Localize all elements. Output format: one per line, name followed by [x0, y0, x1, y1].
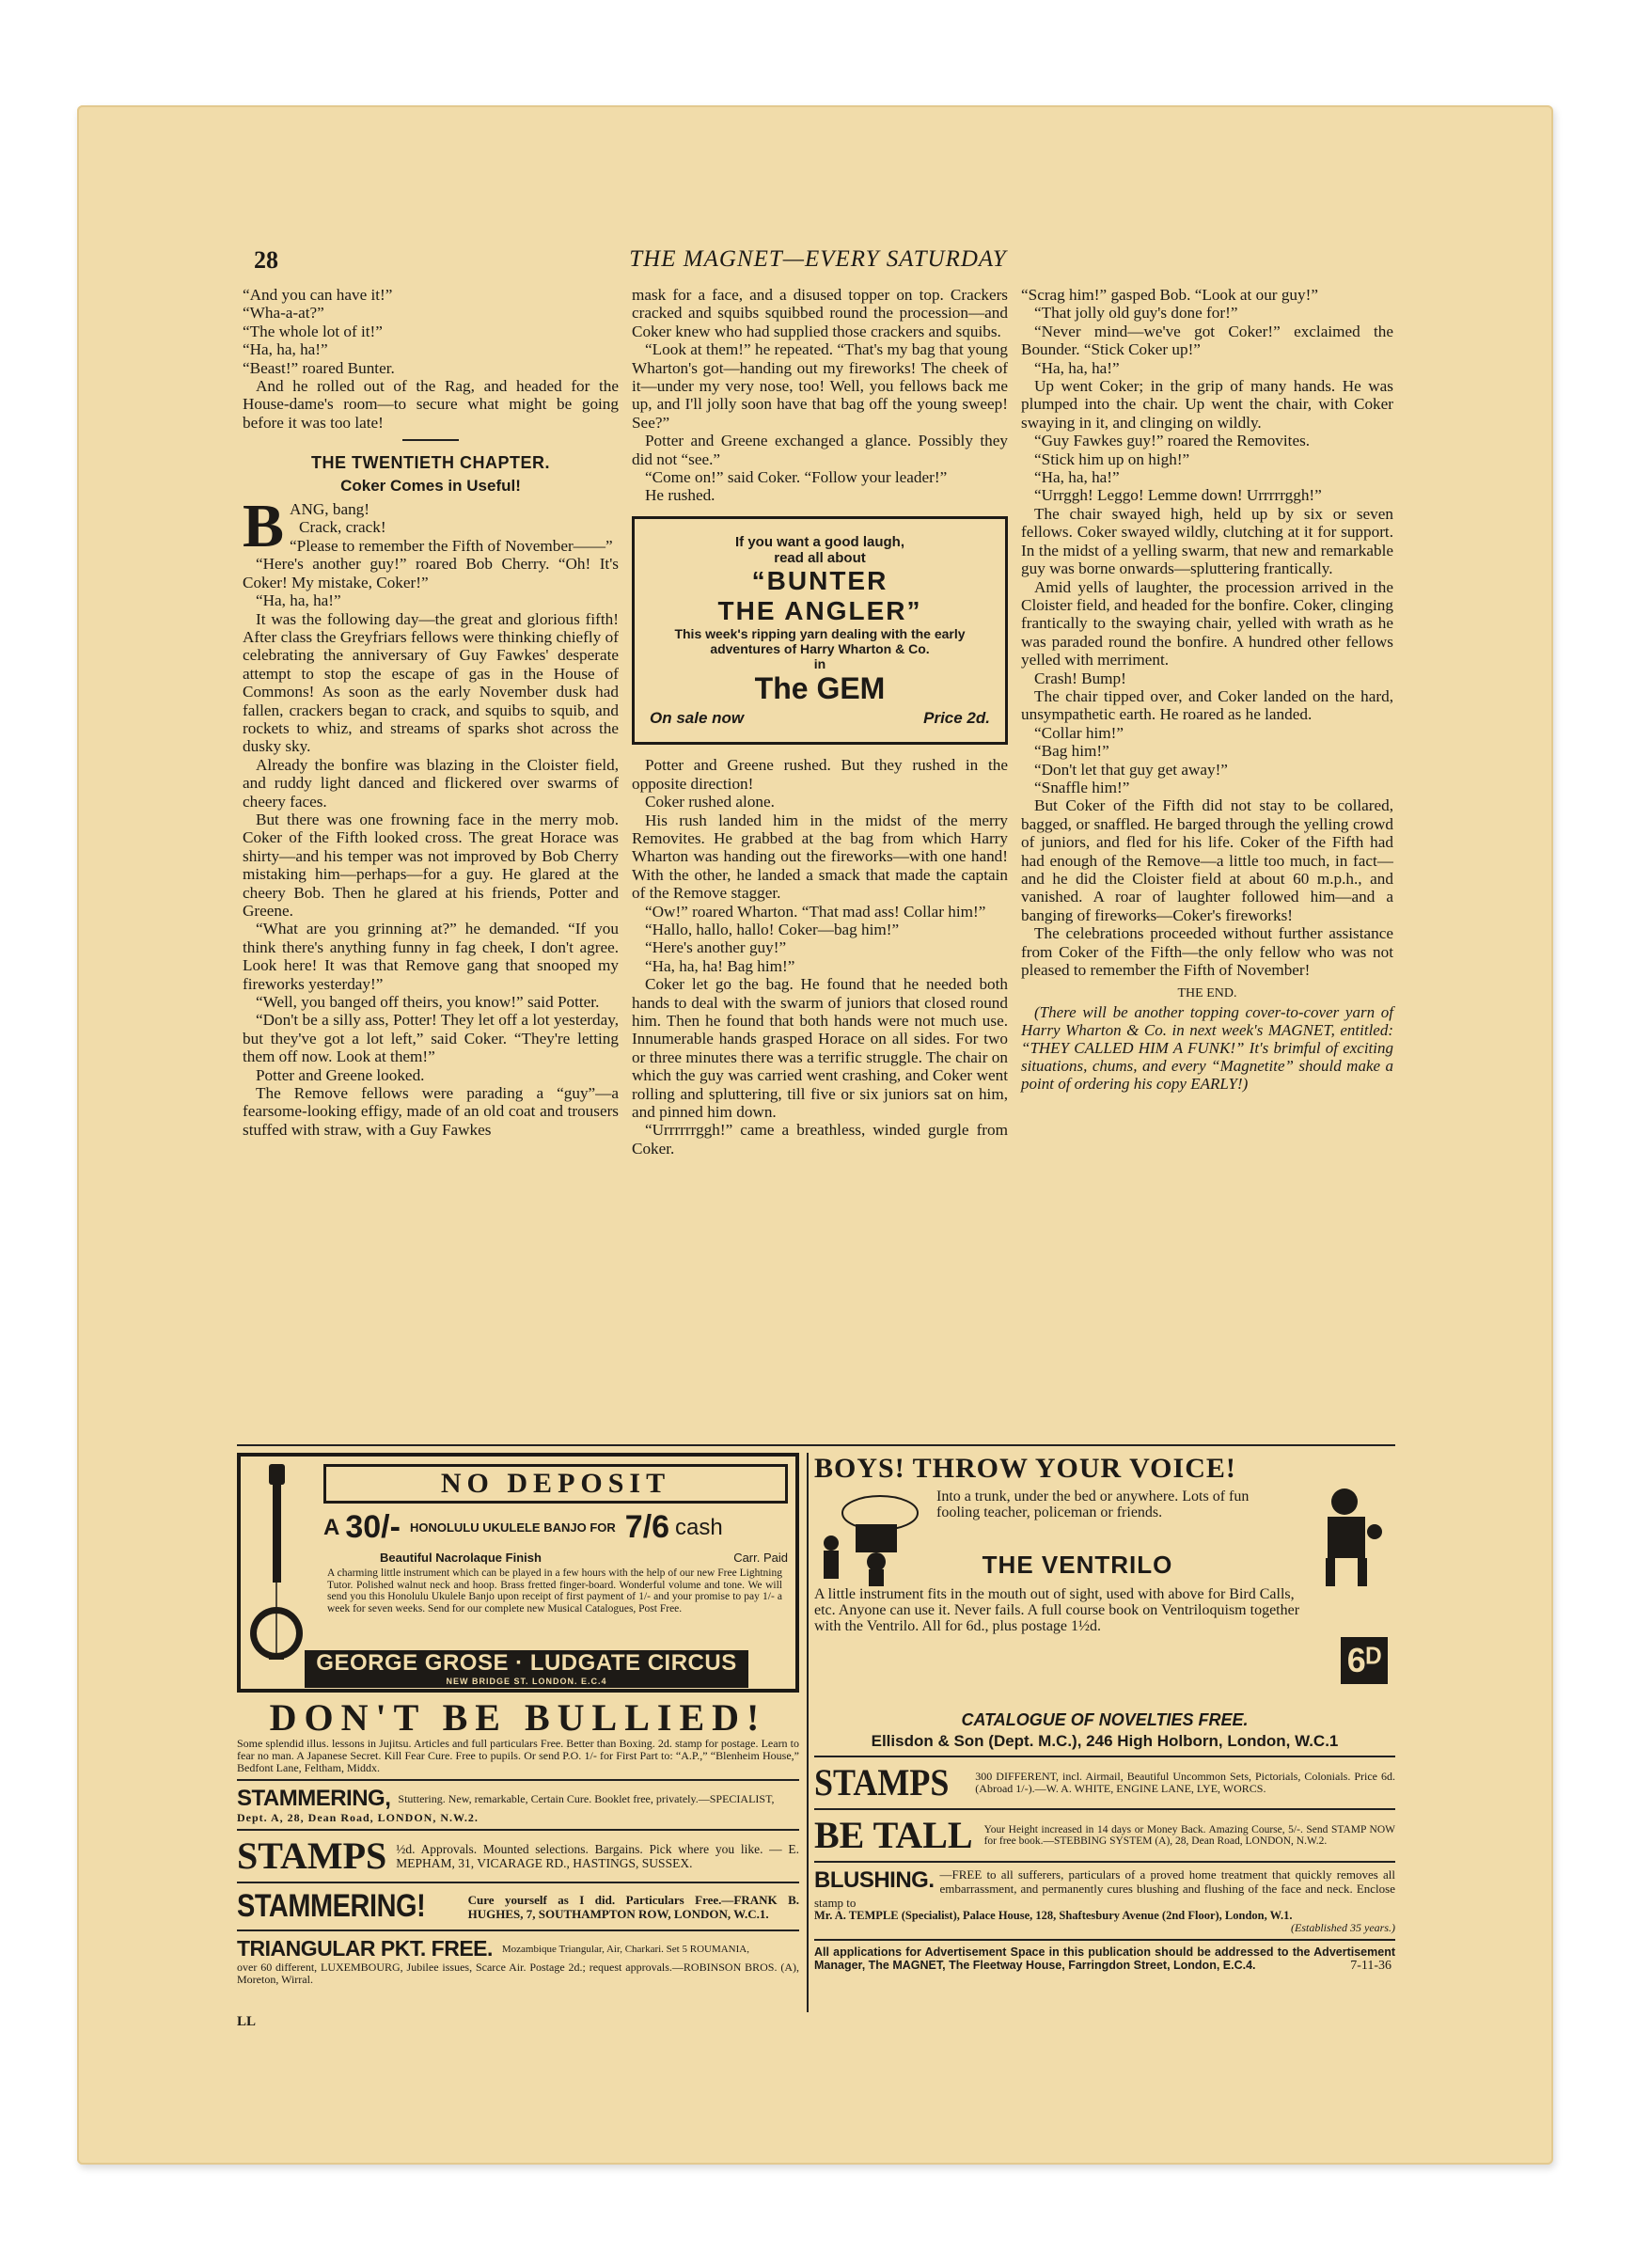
story-paragraph: “Come on!” said Coker. “Follow your leader!”	[645, 468, 948, 487]
print-code: LL	[237, 2014, 257, 2029]
story-paragraph: “Beast!” roared Bunter.	[243, 358, 395, 377]
story-paragraph: Potter and Greene exchanged a glance. Possibly they did not “see.”	[632, 432, 1008, 468]
stammering-cure-body: Cure yourself as I did. Particulars Free.—FRANK B. HUGHES, 7, SOUTHAMPTON ROW, LONDON, W.C.1.	[467, 1892, 799, 1921]
ad-separator	[237, 1929, 799, 1931]
story-column-3	[1021, 286, 1393, 1093]
stammering-address: Dept. A, 28, Dean Road, LONDON, N.W.2.	[237, 1811, 479, 1824]
gem-ad-line2: read all about	[774, 549, 866, 566]
banjo-body: A charming little instrument which can be played in a few hours with the help of our new Free Lightning Tutor. Polished walnut neck and hoop. Brass fretted finger-board. Wonderful volume and tone. We will send you this Honolulu Ukulele Banjo upon receipt of first payment of 1/- and your promise to pay 1/- a week for seven weeks. Send for our complete new Musical Catalogues, Post Free.	[327, 1567, 782, 1614]
bullied-advert	[237, 1698, 799, 1774]
story-paragraph: Coker let go the bag. He found that he needed both hands to deal with the swarm of juniors that closed round him. Then he found that both hands were not much use. Innumerable hands grasped Horace on all sides. For two or three minutes there was a terrific struggle. The chair on which the guy was carried went crashing, and Coker went rolling and spluttering, till five or six juniors sat on him, and pinned him down.	[632, 975, 1008, 1121]
chapter-title: THE TWENTIETH CHAPTER.	[311, 453, 550, 473]
stamps-left-advert	[237, 1835, 799, 1877]
bullied-body: Some splendid illus. lessons in Jujitsu. Articles and full particulars Free. Better than Boxing. 2d. stamp for postage. Learn to fear no man. A Japanese Secret. Kill Fear Cure. Free to pupils. Or send P.O. 1/- for First Part to: “A.P.,” “Blenheim House,” Bedfont Lane, Feltham, Middx.	[237, 1737, 799, 1774]
banjo-finish: Beautiful Nacrolaque Finish	[380, 1551, 542, 1565]
gem-ad-line1: If you want a good laugh,	[735, 533, 904, 550]
stammering-headline: STAMMERING,	[237, 1786, 391, 1811]
story-paragraph: “Bag him!”	[1034, 742, 1109, 761]
story-paragraph: “Stick him up on high!”	[1034, 449, 1190, 468]
gem-ad-price: Price 2d.	[923, 708, 990, 727]
story-column-1	[243, 286, 619, 1139]
story-paragraph: The chair tipped over, and Coker landed on the hard, unsympathetic earth. He roared as he landed.	[1021, 686, 1393, 724]
stamps-right-body: 300 DIFFERENT, incl. Airmail, Beautiful Uncommon Sets, Pictorials, Colonials. Price 6d. (Abroad 1/-).—W. A. WHITE, ENGINE LANE, LYE, WORCS.	[975, 1770, 1395, 1795]
gem-ad-description: This week's ripping yarn dealing with the early adventures of Harry Wharton & Co.	[674, 625, 966, 656]
gem-ad-magazine: The GEM	[754, 670, 886, 705]
advertisements	[237, 1453, 1395, 2017]
ads-right-column	[814, 1453, 1395, 1972]
story-paragraph: Already the bonfire was blazing in the Cloister field, and ruddy light danced and flickered over swarms of cheery faces.	[243, 755, 619, 811]
stamps-right-headline: STAMPS	[814, 1761, 950, 1803]
blushing-headline: BLUSHING.	[814, 1867, 935, 1893]
advertisement-notice: All applications for Advertisement Space in this publication should be addressed to the Advertisement Manager, The MAGNET, The Fleetway House, Farringdon Street, London, E.C.4.	[814, 1945, 1395, 1972]
story-paragraph: “Please to remember the Fifth of November——”	[290, 536, 613, 555]
be-tall-body: Your Height increased in 14 days or Money Back. Amazing Course, 5/-. Send STAMP NOW for free book.—STEBBING SYSTEM (A), 28, Dean Road, LONDON, N.W.2.	[983, 1823, 1395, 1847]
story-paragraph: The chair swayed high, held up by six or seven fellows. Coker swayed wildly, clutching at it for support. In the midst of a yelling swarm, that new and remarkable guy was borne onwards—spluttering frantically.	[1021, 504, 1393, 578]
triangular-advert	[237, 1936, 799, 1986]
offer-cash: cash	[675, 1514, 723, 1540]
ventrilo-price: 6ᴰ	[1341, 1637, 1388, 1684]
be-tall-headline: BE TALL	[814, 1814, 973, 1856]
ventriloquist-illustration	[1307, 1485, 1391, 1588]
blushing-established: (Established 35 years.)	[1291, 1921, 1395, 1934]
story-paragraph: “Guy Fawkes guy!” roared the Removites.	[1034, 432, 1311, 450]
story-paragraph: “Scrag him!” gasped Bob. “Look at our guy!”	[1021, 286, 1318, 304]
banjo-finish-row	[323, 1551, 788, 1565]
triangular-body: over 60 different, LUXEMBOURG, Jubilee issues, Scarce Air. Postage 2d.; request approvals.—ROBINSON BROS. (A), Moreton, Wirral.	[237, 1961, 799, 1986]
stamps-left-body: ½d. Approvals. Mounted selections. Bargains. Pick where you like. — E. MEPHAM, 31, VICARAGE RD., HASTINGS, SUSSEX.	[396, 1842, 799, 1870]
story-paragraph: “What are you grinning at?” he demanded. “If you think there's anything funny in fag cheek, I don't agree. Look here! It was that Remove gang that snooped my fireworks yesterday!”	[243, 920, 619, 993]
opening-line: ANG, bang!	[290, 500, 369, 519]
ad-separator	[814, 1939, 1395, 1941]
firm-name: GEORGE GROSE · LUDGATE CIRCUS	[316, 1650, 737, 1676]
banjo-advert	[237, 1453, 799, 1693]
blushing-body: —FREE to all sufferers, particulars of a proved home treatment that quickly removes all embarrassment, and permanently cures blushing and flushing of the face and neck. Enclose stamp to	[814, 1867, 1395, 1910]
story-paragraph: “Ha, ha, ha! Bag him!”	[645, 956, 795, 975]
ads-divider-rule	[237, 1444, 1395, 1446]
triangular-side: Mozambique Triangular, Air, Charkari. Set 5 ROUMANIA,	[501, 1943, 749, 1955]
page-header	[254, 246, 1382, 273]
ad-separator	[237, 1829, 799, 1831]
catalogue-line: CATALOGUE OF NOVELTIES FREE.	[961, 1710, 1249, 1729]
banjo-icon	[248, 1464, 305, 1688]
stammering-advert	[237, 1786, 799, 1824]
next-week-editorial: (There will be another topping cover-to-cover yarn of Harry Wharton & Co. in next week's MAGNET, entitled: “THEY CALLED HIM A FUNK!” It's brimful of exciting situations, chums, and every “Magnetite” should make a point of ordering his copy EARLY!)	[1021, 1002, 1393, 1093]
story-paragraph: His rush landed him in the midst of the merry Removites. He grabbed at the bag from which Harry Wharton was handing out the fireworks—with one hand! With the other, he landed a smack that made the captain of the Remove stagger.	[632, 811, 1008, 903]
ventrilo-name: THE VENTRILO	[982, 1551, 1173, 1579]
section-rule	[402, 439, 459, 441]
story-paragraph: Potter and Greene looked.	[256, 1065, 425, 1084]
offer-price-cash: 7/6	[624, 1509, 670, 1545]
gem-ad-sale-row	[650, 709, 990, 727]
story-paragraph: “Snaffle him!”	[1034, 778, 1130, 796]
offer-price-full: 30/-	[345, 1509, 401, 1545]
banjo-offer	[323, 1509, 788, 1546]
gem-ad-title2: THE ANGLER”	[717, 595, 922, 625]
ad-separator	[814, 1756, 1395, 1757]
chapter-subtitle: Coker Comes in Useful!	[340, 476, 521, 495]
story-paragraph: “Look at them!” he repeated. “That's my bag that young Wharton's got—handing out my fireworks! The cheek of it—under my very nose, too! Well, you fellows back me up, and I'll jolly soon have that bag off the young sweep! See?”	[632, 340, 1008, 432]
gem-ad-title1: “BUNTER	[751, 565, 888, 595]
story-paragraph: “Don't let that guy get away!”	[1034, 760, 1228, 779]
story-paragraph: “Here's another guy!” roared Bob Cherry. “Oh! It's Coker! My mistake, Coker!”	[243, 555, 619, 591]
bullied-headline: DON'T BE BULLIED!	[269, 1696, 767, 1739]
blushing-advert	[814, 1867, 1395, 1934]
story-paragraph: “Urrrrrrggh!” came a breathless, winded gurgle from Coker.	[632, 1121, 1008, 1158]
stammering-cure-headline: STAMMERING!	[237, 1888, 426, 1924]
firm-address: NEW BRIDGE ST. LONDON. E.C.4	[446, 1677, 607, 1686]
story-paragraph: Crack, crack!	[299, 518, 386, 537]
stammering-body: Stuttering. New, remarkable, Certain Cure. Booklet free, privately.—SPECIALIST,	[398, 1791, 775, 1805]
story-paragraph: Up went Coker; in the grip of many hands. He was plumped into the chair. Up went the chair, with Coker swaying in it, and clinging on wildly.	[1021, 377, 1393, 432]
issue-date-code: 7-11-36	[1350, 1959, 1391, 1973]
ventrilo-intro: Into a trunk, under the bed or anywhere. Lots of fun fooling teacher, policeman or friends.	[936, 1488, 1250, 1520]
running-head: THE MAGNET—EVERY SATURDAY	[629, 246, 1007, 272]
blushing-address: Mr. A. TEMPLE (Specialist), Palace House, 128, Shaftesbury Avenue (2nd Floor), London, W.1.	[814, 1909, 1293, 1922]
stamps-left-headline: STAMPS	[237, 1835, 387, 1877]
ads-left-column	[237, 1453, 799, 1986]
carriage-paid: Carr. Paid	[733, 1551, 788, 1565]
ellisdon-address: Ellisdon & Son (Dept. M.C.), 246 High Holborn, London, W.C.1	[871, 1732, 1339, 1750]
ad-separator	[814, 1861, 1395, 1863]
page-number: 28	[254, 246, 278, 274]
story-paragraph: “That jolly old guy's done for!”	[1034, 304, 1238, 323]
ventrilo-body: A little instrument fits in the mouth out of sight, used with above for Bird Calls, etc. Anyone can use it. Never fails. A full course book on Ventriloquism together with the Ventrilo. All for 6d., plus postage 1½d.	[814, 1586, 1300, 1634]
story-paragraph: “Here's another guy!”	[645, 938, 787, 957]
be-tall-advert	[814, 1815, 1395, 1856]
george-grose-banner	[305, 1650, 748, 1688]
ad-separator	[237, 1882, 799, 1883]
story-paragraph: The Remove fellows were parading a “guy”—a fearsome-looking effigy, made of an old coat and trousers stuffed with straw, with a Guy Fawkes	[243, 1084, 619, 1139]
story-paragraph: “Urrggh! Leggo! Lemme down! Urrrrrggh!”	[1034, 486, 1322, 505]
ad-separator	[814, 1808, 1395, 1810]
story-paragraph: “Ha, ha, ha!”	[256, 591, 341, 610]
ventrilo-headline: BOYS! THROW YOUR VOICE!	[814, 1453, 1236, 1484]
the-end: THE END.	[1177, 986, 1237, 1001]
story-paragraph: “Never mind—we've got Coker!” exclaimed the Bounder. “Stick Coker up!”	[1021, 322, 1393, 359]
story-paragraph: Coker rushed alone.	[645, 793, 775, 811]
story-paragraph: But there was one frowning face in the merry mob. Coker of the Fifth looked cross. The great Horace was shirty—and his temper was not improved by Bob Cherry mistaking him—perhaps—for a guy. He glared at the cheery Bob. Then he glared at his friends, Potter and Greene.	[243, 810, 619, 920]
ventrilo-advert	[814, 1453, 1395, 1751]
col1-top	[243, 286, 619, 432]
story-paragraph: “Don't be a silly ass, Potter! They let off a lot yesterday, but they've got a lot left,” said Coker. “They're letting them off now. Look at them!”	[243, 1011, 619, 1066]
story-paragraph: But Coker of the Fifth did not stay to be collared, bagged, or snaffled. He barged through the yelling crowd of juniors, and fled for his life. Coker of the Fifth had had enough of the Remove—a little too much, in fact—and he did the Cloister field at about 60 m.p.h., and vanished. A roar of laughter followed him—and a banging of fireworks—Coker's fireworks!	[1021, 796, 1393, 924]
story-paragraph: Crash! Bump!	[1034, 669, 1126, 687]
story-column-2	[632, 286, 1008, 1158]
story-paragraph: He rushed.	[645, 486, 715, 505]
offer-a: A	[323, 1514, 340, 1540]
story-paragraph: “Ha, ha, ha!”	[1034, 468, 1120, 487]
story-paragraph: “Ha, ha, ha!”	[1034, 358, 1120, 377]
story-paragraph: Amid yells of laughter, the procession arrived in the Cloister field, and headed for the bonfire. Coker, clinging frantically to the swaying chair, yelled with wrath as he was paraded round the bonfire. A hundred other fellows yelled with merriment.	[1021, 577, 1393, 669]
gem-ad-in: in	[813, 655, 826, 671]
story-paragraph: It was the following day—the great and glorious fifth! After class the Greyfriars fellows were thinking chiefly of celebrating the anniversary of Guy Fawkes' desperate attempt to stop the escape of gas in the House of Commons! As soon as the early November dusk had fallen, crackers began to crack, and squibs to squib, and rockets to whiz, and streams of sparks shot across the dusky sky.	[243, 609, 619, 756]
offer-item: HONOLULU UKULELE BANJO FOR	[409, 1520, 616, 1535]
story-paragraph: mask for a face, and a disused topper on top. Crackers cracked and squibs squibbed round the procession—and Coker knew who had supplied those crackers and squibs.	[632, 286, 1008, 340]
stamps-right-advert	[814, 1762, 1395, 1803]
story-paragraph: “Ha, ha, ha!”	[243, 340, 328, 359]
story-paragraph: “Collar him!”	[1034, 723, 1124, 742]
story-paragraph: “Wha-a-at?”	[243, 304, 324, 323]
story-paragraph: “And you can have it!”	[243, 286, 393, 304]
stammering-cure-advert	[237, 1888, 799, 1925]
gem-advert-box	[632, 516, 1008, 745]
no-deposit-headline: NO DEPOSIT	[323, 1464, 788, 1504]
ad-separator	[237, 1779, 799, 1781]
chapter-opening	[243, 492, 619, 1139]
gem-ad-on-sale: On sale now	[650, 708, 745, 727]
story-paragraph: Potter and Greene rushed. But they rushed in the opposite direction!	[632, 756, 1008, 793]
story-paragraph: “Ow!” roared Wharton. “That mad ass! Collar him!”	[645, 902, 986, 921]
triangular-headline: TRIANGULAR PKT. FREE.	[237, 1936, 493, 1961]
ventrilo-body-wrap	[814, 1485, 1395, 1710]
ads-column-rule	[807, 1453, 809, 2012]
story-paragraph: “Hallo, hallo, hallo! Coker—bag him!”	[645, 920, 900, 938]
boy-with-trunk-illustration	[814, 1485, 936, 1588]
story-paragraph: The celebrations proceeded without further assistance from Coker of the Fifth—the only fellow who was not pleased to remember the Fifth of November!	[1021, 924, 1393, 980]
drop-cap: B	[243, 492, 285, 561]
story-paragraph: “Well, you banged off theirs, you know!” said Potter.	[256, 993, 600, 1012]
story-paragraph: “The whole lot of it!”	[243, 322, 383, 340]
story-paragraph: And he rolled out of the Rag, and headed for the House-dame's room—to secure what might be going before it was too late!	[243, 377, 619, 432]
